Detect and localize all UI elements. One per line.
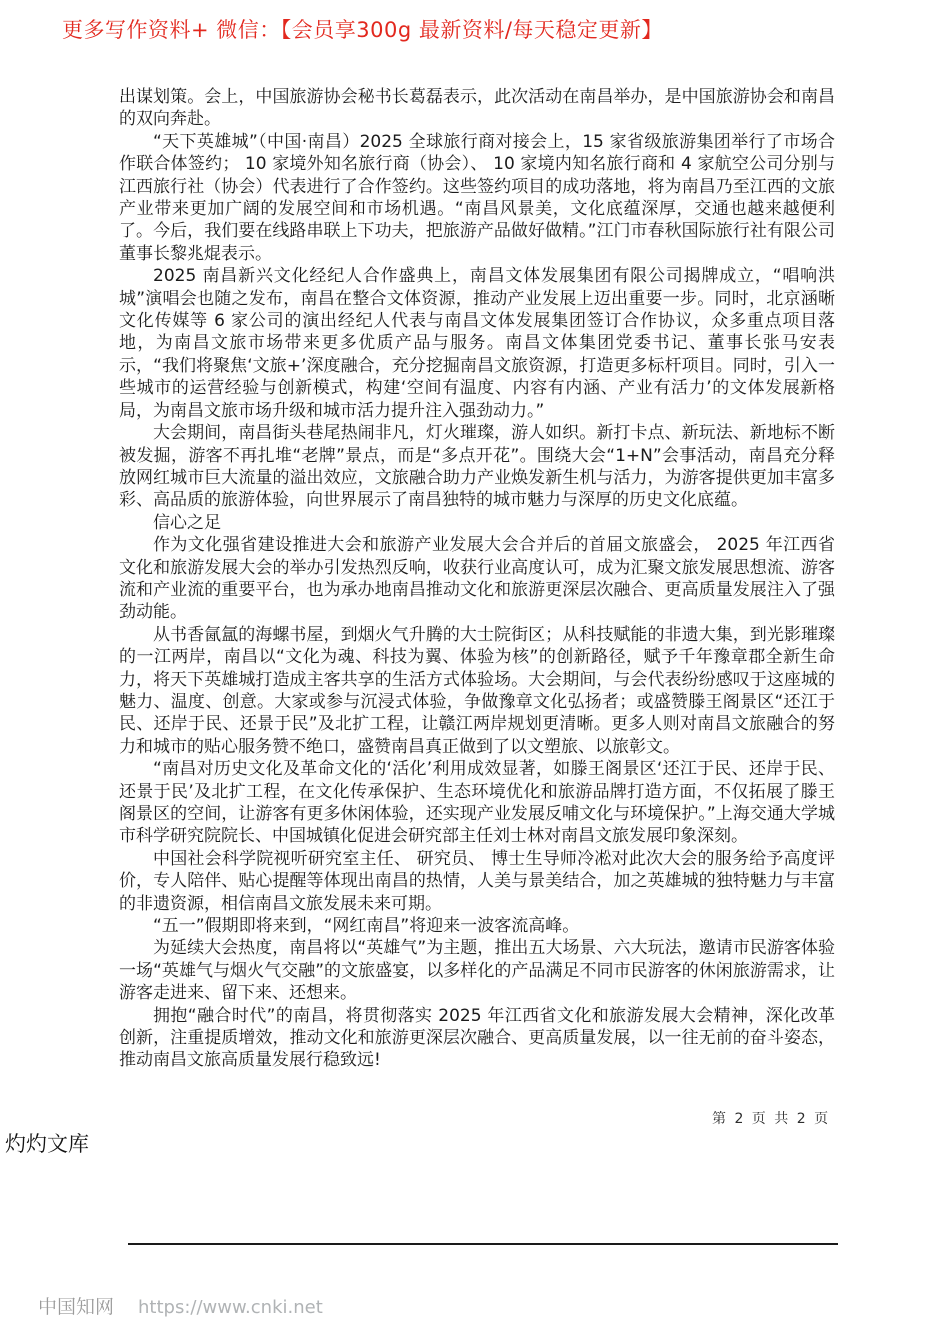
paragraph: 中国社会科学院视听研究室主任、 研究员、 博士生导师冷凇对此次大会的服务给予高度评价，专人陪伴、贴心提醒等体现出南昌的热情，人美与景美结合，加之英雄城的独特魅力与丰富的非遗资源，相信南昌文旅发展未来可期。 xyxy=(119,848,835,914)
page-number: 第 2 页 共 2 页 xyxy=(712,1111,831,1127)
paragraph: 从书香氤氲的海螺书屋，到烟火气升腾的大士院街区；从科技赋能的非遗大集，到光影璀璨的一江两岸，南昌以“文化为魂、科技为翼、体验为核”的创新路径，赋予千年豫章郡全新生命力，将天下英雄城打造成主客共享的生活方式体验场。大会期间，与会代表纷纷感叹于这座城的魅力、温度、创意。大家或参与沉浸式体验，争做豫章文化弘扬者；或盛赞滕王阁景区“还江于民、还岸于民、还景于民”及北扩工程，让赣江两岸规划更清晰。更多人则对南昌文旅融合的努力和城市的贴心服务赞不绝口，盛赞南昌真正做到了以文塑旅、以旅彰文。 xyxy=(119,624,835,757)
paragraph: 拥抱“融合时代”的南昌，将贯彻落实 2025 年江西省文化和旅游发展大会精神，深化改革创新，注重提质增效，推动文化和旅游更深层次融合、更高质量发展，以一往无前的奋斗姿态，推动南昌文旅高质量发展行稳致远! xyxy=(119,1005,835,1071)
paragraph: 为延续大会热度，南昌将以“英雄气”为主题，推出五大场景、六大玩法，邀请市民游客体验一场“英雄气与烟火气交融”的文旅盛宴，以多样化的产品满足不同市民游客的休闲旅游需求，让游客走进来、留下来、还想来。 xyxy=(119,938,835,1004)
paragraph: 出谋划策。会上，中国旅游协会秘书长葛磊表示，此次活动在南昌举办，是中国旅游协会和南昌的双向奔赴。 xyxy=(119,87,835,130)
paragraph: 大会期间，南昌街头巷尾热闹非凡，灯火璀璨，游人如织。新打卡点、新玩法、新地标不断被发掘，游客不再扎堆“老牌”景点，而是“多点开花”。围绕大会“1+N”会事活动，南昌充分释放网红城市巨大流量的溢出效应，文旅融合助力产业焕发新生机与活力，为游客提供更加丰富多彩、高品质的旅游体验，向世界展示了南昌独特的城市魅力与深厚的历史文化底蕴。 xyxy=(119,423,835,511)
promo-banner-text: 更多写作资料+ 微信：【会员享300g 最新资料/每天稳定更新】 xyxy=(62,18,663,42)
paragraph: “南昌对历史文化及革命文化的‘活化’利用成效显著，如滕王阁景区‘还江于民、还岸于民、还景于民’及北扩工程，在文化传承保护、生态环境优化和旅游品牌打造方面，不仅拓展了滕王阁景区的空间，让游客有更多休闲体验，还实现产业发展反哺文化与环境保护。”上海交通大学城市科学研究院院长、中国城镇化促进会研究部主任刘士林对南昌文旅发展印象深刻。 xyxy=(119,759,835,847)
paragraph: “五一”假期即将来到，“网红南昌”将迎来一波客流高峰。 xyxy=(153,916,580,937)
cnki-site-name: 中国知网 xyxy=(38,1296,115,1318)
paragraph: 2025 南昌新兴文化经纪人合作盛典上，南昌文体发展集团有限公司揭牌成立，“唱响洪城”演唱会也随之发布，南昌在整合文体资源，推动产业发展上迈出重要一步。同时，北京涵晰文化传媒等 6 家公司的演出经纪人代表与南昌文体发展集团签订合作协议，众多重点项目落地，为南昌文旅市场带来更多优质产品与服务。南昌文体集团党委书记、董事长张马安表示，“我们将聚焦‘文旅+’深度融合，充分挖掘南昌文旅资源，打造更多标杆项目。同时，引入一些城市的运营经验与创新模式，构建‘空间有温度、内容有内涵、产业有活力’的文体发展新格局，为南昌文旅市场升级和城市活力提升注入强劲动力。” xyxy=(119,266,835,421)
paragraph: “天下英雄城”（中国·南昌）2025 全球旅行商对接会上，15 家省级旅游集团举行了市场合作联合体签约； 10 家境外知名旅行商（协会）、 10 家境内知名旅行商和 4 家航空公司分别与江西旅行社（协会）代表进行了合作签约。这些签约项目的成功落地，将为南昌乃至江西的文旅产业带来更加广阔的发展空间和市场机遇。“南昌风景美，文化底蕴深厚，交通也越来越便利了。今后，我们要在线路串联上下功夫，把旅游产品做好做精。”江门市春秋国际旅行社有限公司董事长黎兆焜表示。 xyxy=(119,131,835,264)
section-heading: 信心之足 xyxy=(153,512,221,533)
cnki-url: https://www.cnki.net xyxy=(138,1297,323,1318)
article-body xyxy=(119,86,835,1072)
footer-divider xyxy=(128,1243,838,1245)
library-watermark: 灼灼文库 xyxy=(5,1132,89,1156)
paragraph: 作为文化强省建设推进大会和旅游产业发展大会合并后的首届文旅盛会， 2025 年江西省文化和旅游发展大会的举办引发热烈反响，收获行业高度认可，成为汇聚文旅发展思想流、游客流和产业流的重要平台，也为承办地南昌推动文化和旅游更深层次融合、更高质量发展注入了强劲动能。 xyxy=(119,535,835,623)
cnki-watermark xyxy=(38,1292,323,1319)
